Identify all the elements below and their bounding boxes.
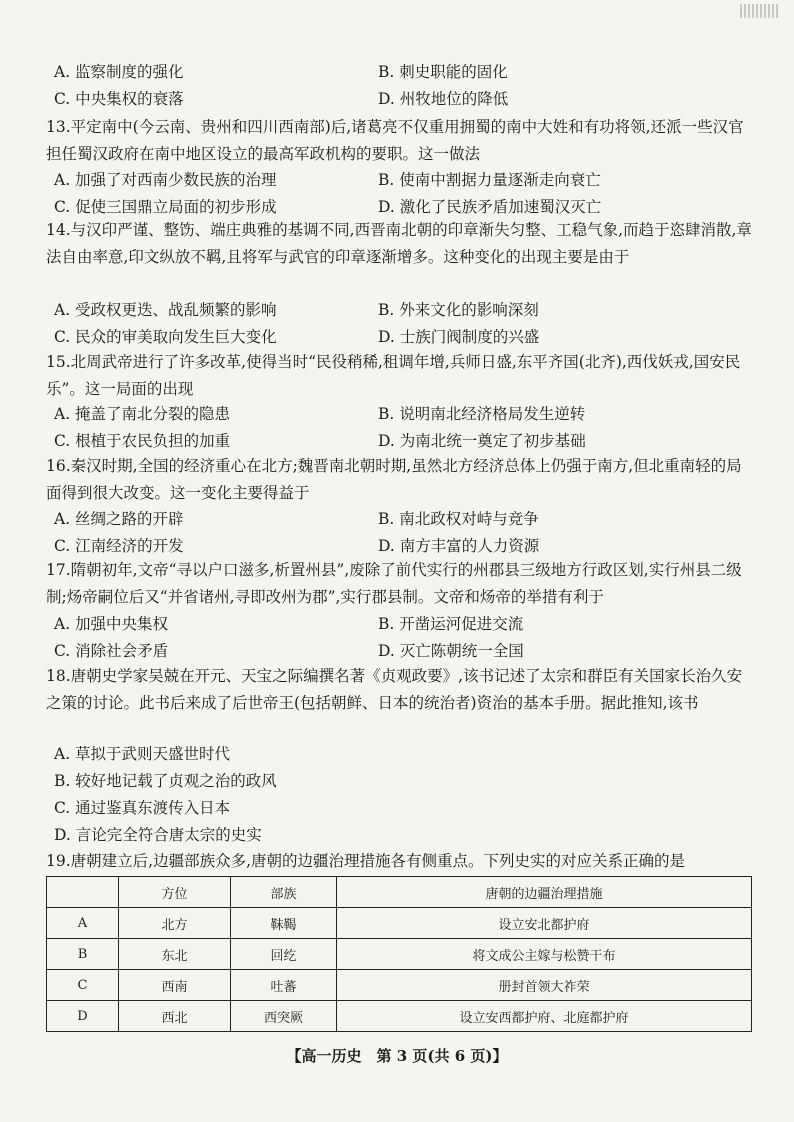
q15-option-b: B. 说明南北经济格局发生逆转 [378,405,586,423]
q12-option-c: C. 中央集权的衰落 [54,90,184,108]
q18-option-c: C. 通过鉴真东渡传入日本 [54,799,231,817]
q16-option-b: B. 南北政权对峙与竞争 [378,510,539,528]
q16-option-c: C. 江南经济的开发 [54,537,184,555]
table-row [47,908,752,939]
table-cell: 东北 [119,939,231,970]
q13-option-b: B. 使南中割据力量逐渐走向衰亡 [378,171,601,189]
q14-option-b: B. 外来文化的影响深刻 [378,301,539,319]
q17-option-a: A. 加强中央集权 [54,615,169,633]
table-cell: 靺鞨 [231,908,337,939]
q12-option-b: B. 刺史职能的固化 [378,63,508,81]
q15-option-c: C. 根植于农民负担的加重 [54,432,231,450]
table-header-cell: 方位 [119,877,231,908]
table-row [47,970,752,1001]
q14-option-d: D. 士族门阀制度的兴盛 [378,328,540,346]
q13-option-c: C. 促使三国鼎立局面的初步形成 [54,198,277,216]
q16-stem: 16.秦汉时期,全国的经济重心在北方;魏晋南北朝时期,虽然北方经济总体上仍强于南方,但北重南轻的局面得到很大改变。这一变化主要得益于 [46,457,742,502]
table-cell: D [47,1001,119,1032]
table-header-cell: 部族 [231,877,337,908]
q17-stem: 17.隋朝初年,文帝“寻以户口滋多,析置州县”,废除了前代实行的州郡县三级地方行政区划,实行州县二级制;炀帝嗣位后又“并省诸州,寻即改州为郡”,实行郡县制。文帝和炀帝的举措有利于 [46,561,742,606]
table-cell: 北方 [119,908,231,939]
table-header-cell [47,877,119,908]
q14-option-c: C. 民众的审美取向发生巨大变化 [54,328,277,346]
table-row [47,1001,752,1032]
q17-option-d: D. 灭亡陈朝统一全国 [378,642,524,660]
q13-stem: 13.平定南中(今云南、贵州和四川西南部)后,诸葛亮不仅重用拥蜀的南中大姓和有功将领,还派一些汉官担任蜀汉政府在南中地区设立的最高军政机构的要职。这一做法 [46,118,744,163]
q16-option-a: A. 丝绸之路的开辟 [54,510,184,528]
table-cell: 回纥 [231,939,337,970]
table-cell: 设立安西都护府、北庭都护府 [337,1001,752,1032]
q12-option-d: D. 州牧地位的降低 [378,90,509,108]
q18-stem: 18.唐朝史学家吴兢在开元、天宝之际编撰名著《贞观政要》,该书记述了太宗和群臣有关国家长治久安之策的讨论。此书后来成了后世帝王(包括朝鲜、日本的统治者)资治的基本手册。据此推知,该书 [46,667,743,712]
table-cell: 西北 [119,1001,231,1032]
q18-option-d: D. 言论完全符合唐太宗的史实 [54,826,262,844]
q17-option-c: C. 消除社会矛盾 [54,642,169,660]
table-cell: 将文成公主嫁与松赞干布 [337,939,752,970]
page-footer: 【高一历史 第 3 页(共 6 页)】 [286,1047,508,1065]
q12-option-a: A. 监察制度的强化 [54,63,184,81]
scan-mark [740,4,780,18]
table-header-cell: 唐朝的边疆治理措施 [337,877,752,908]
table-cell: 册封首领大祚荣 [337,970,752,1001]
table-row [47,939,752,970]
table-cell: 西南 [119,970,231,1001]
q14-stem: 14.与汉印严谨、整饬、端庄典雅的基调不同,西晋南北朝的印章渐失匀整、工稳气象,而趋于恣肆消散,章法自由率意,印文纵放不羁,且将军与武官的印章逐渐增多。这种变化的出现主要是由于 [46,221,752,266]
q18-option-b: B. 较好地记载了贞观之治的政风 [54,772,277,790]
q15-stem: 15.北周武帝进行了许多改革,使得当时“民役稍稀,租调年增,兵师日盛,东平齐国(北齐),西伐妖戎,国安民乐”。这一局面的出现 [46,353,741,398]
q14-option-a: A. 受政权更迭、战乱频繁的影响 [54,301,277,319]
q18-option-a: A. 草拟于武则天盛世时代 [54,745,231,763]
table-cell: 吐蕃 [231,970,337,1001]
q13-option-d: D. 激化了民族矛盾加速蜀汉灭亡 [378,198,602,216]
q15-option-d: D. 为南北统一奠定了初步基础 [378,432,586,450]
table-cell: 设立安北都护府 [337,908,752,939]
q19-stem: 19.唐朝建立后,边疆部族众多,唐朝的边疆治理措施各有侧重点。下列史实的对应关系正确的是 [46,852,686,870]
table-header-row [47,877,752,908]
table-cell: A [47,908,119,939]
q19-table [46,876,752,1032]
q16-option-d: D. 南方丰富的人力资源 [378,537,540,555]
q13-option-a: A. 加强了对西南少数民族的治理 [54,171,277,189]
q17-option-b: B. 开凿运河促进交流 [378,615,524,633]
table-cell: 西突厥 [231,1001,337,1032]
table-cell: C [47,970,119,1001]
q15-option-a: A. 掩盖了南北分裂的隐患 [54,405,231,423]
table-cell: B [47,939,119,970]
